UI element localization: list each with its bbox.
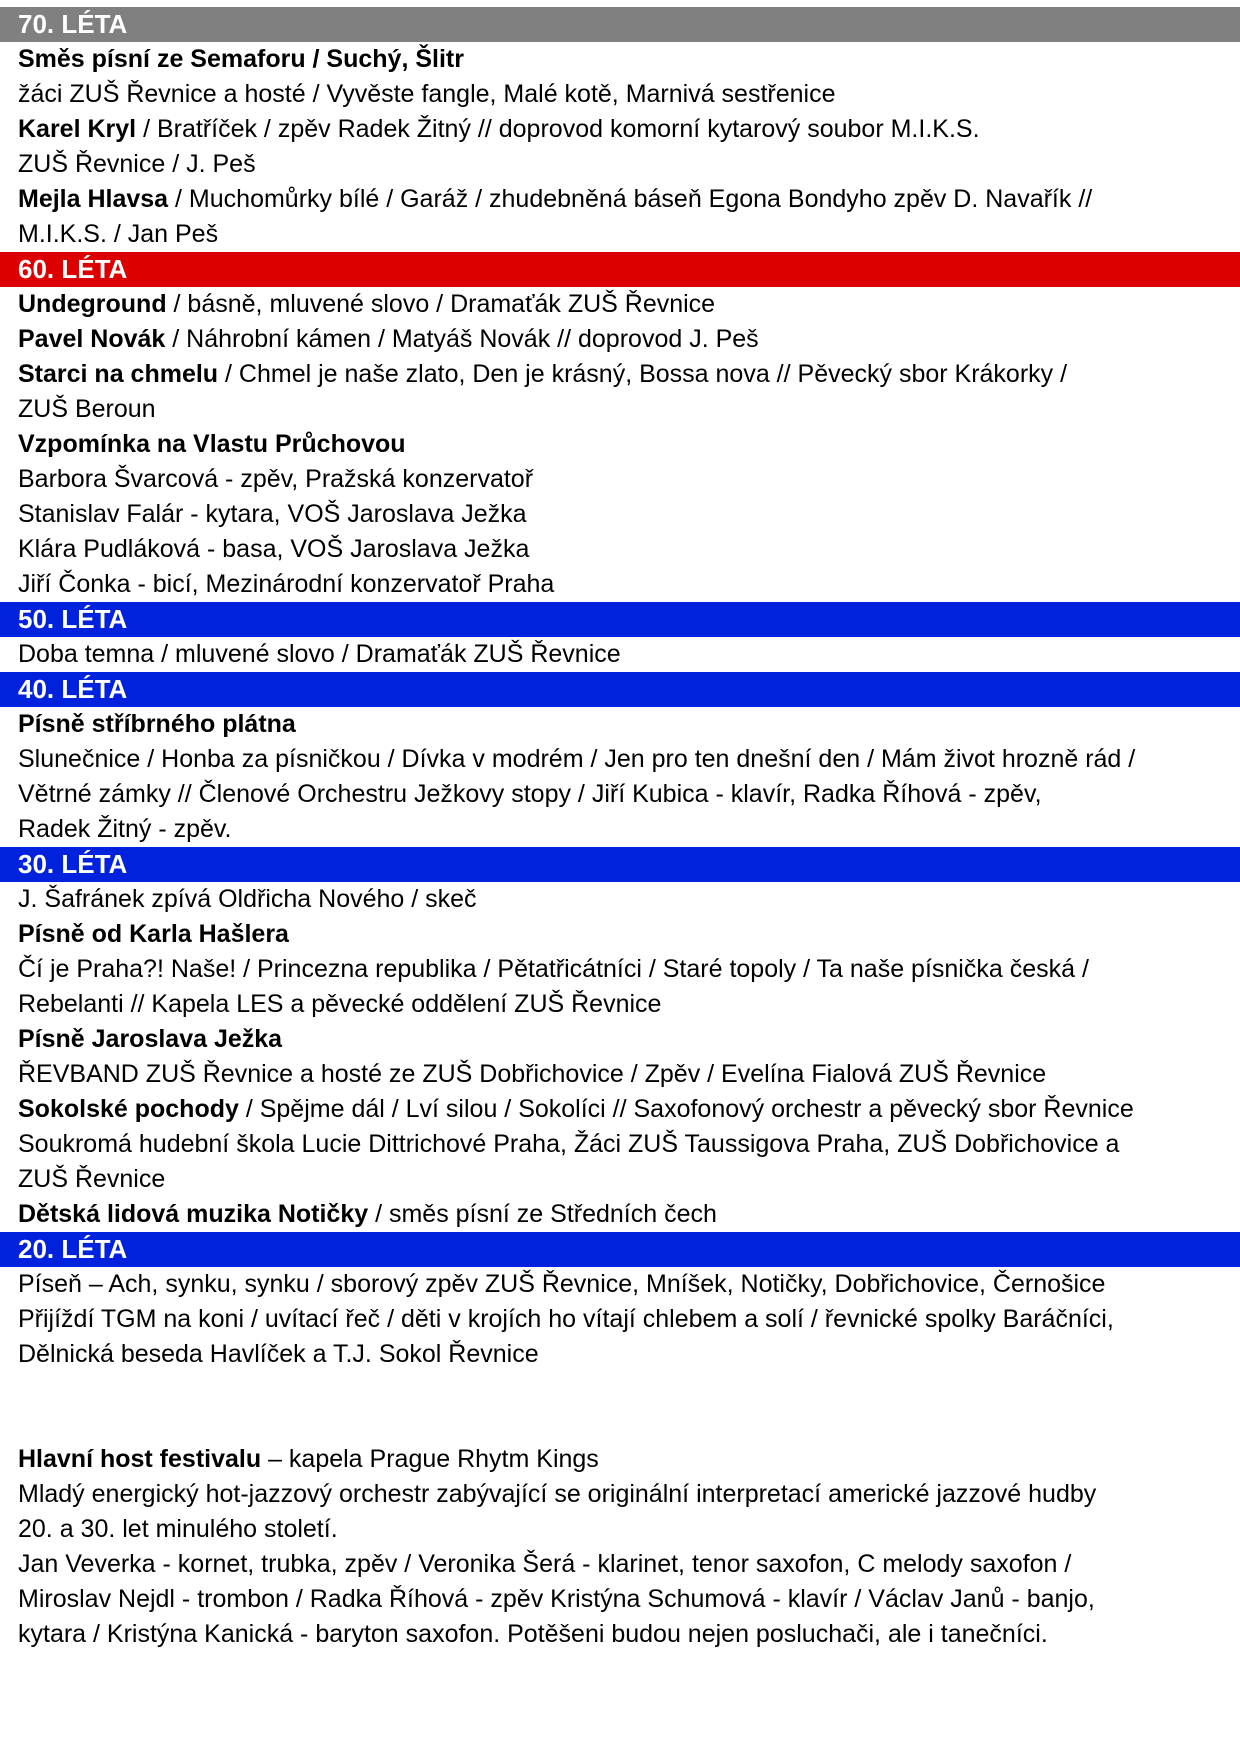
programme-line (0, 1442, 1240, 1477)
item-text: / směs písní ze Středních čech (368, 1200, 717, 1228)
item-text: Větrné zámky // Členové Orchestru Ježkovy stopy / Jiří Kubica - klavír, Radka Říhová - zpěv, (18, 780, 1042, 808)
programme-page (0, 7, 1240, 1652)
programme-line (0, 462, 1240, 497)
programme-line (0, 217, 1240, 252)
item-text: Miroslav Nejdl - trombon / Radka Říhová - zpěv Kristýna Schumová - klavír / Václav Janů - banjo, (18, 1585, 1095, 1613)
programme-line (0, 1092, 1240, 1127)
item-text: / Náhrobní kámen / Matyáš Novák // doprovod J. Peš (165, 325, 759, 353)
programme-line (0, 1267, 1240, 1302)
spacer (0, 1372, 1240, 1442)
item-text: Dělnická beseda Havlíček a T.J. Sokol Řevnice (18, 1340, 539, 1368)
programme-line (0, 147, 1240, 182)
programme-line (0, 777, 1240, 812)
programme-line (0, 567, 1240, 602)
item-text: Rebelanti // Kapela LES a pěvecké oddělení ZUŠ Řevnice (18, 990, 662, 1018)
section-heading-50-leta: 50. LÉTA (0, 602, 1240, 637)
programme-line (0, 917, 1240, 952)
item-text: 20. a 30. let minulého století. (18, 1515, 338, 1543)
item-text: Mladý energický hot-jazzový orchestr zabývající se originální interpretací americké jazzové hudby (18, 1480, 1097, 1508)
item-text: ZUŠ Řevnice (18, 1165, 166, 1193)
item-title: Sokolské pochody (18, 1095, 239, 1123)
section-body (0, 707, 1240, 847)
programme-line (0, 1057, 1240, 1092)
item-text: Jiří Čonka - bicí, Mezinárodní konzervatoř Praha (18, 570, 555, 598)
programme-line (0, 1582, 1240, 1617)
item-title: Pavel Novák (18, 325, 166, 353)
item-text: ŘEVBAND ZUŠ Řevnice a hosté ze ZUŠ Dobřichovice / Zpěv / Evelína Fialová ZUŠ Řevnice (18, 1060, 1047, 1088)
programme-line (0, 707, 1240, 742)
item-title: Dětská lidová muzika Notičky (18, 1200, 369, 1228)
programme-line (0, 987, 1240, 1022)
item-text: / básně, mluvené slovo / Dramaťák ZUŠ Řevnice (166, 290, 716, 318)
item-title: Hlavní host festivalu (18, 1445, 262, 1473)
item-title: Vzpomínka na Vlastu Průchovou (18, 430, 406, 458)
section-heading-60-leta: 60. LÉTA (0, 252, 1240, 287)
programme-line (0, 497, 1240, 532)
item-text: Doba temna / mluvené slovo / Dramaťák ZUŠ Řevnice (18, 640, 621, 668)
programme-line (0, 1337, 1240, 1372)
programme-line (0, 1477, 1240, 1512)
item-text: Klára Pudláková - basa, VOŠ Jaroslava Ježka (18, 535, 530, 563)
programme-line (0, 1162, 1240, 1197)
item-text: M.I.K.S. / Jan Peš (18, 220, 219, 248)
item-title: Směs písní ze Semaforu / Suchý, Šlitr (18, 45, 464, 73)
section-heading-20-leta: 20. LÉTA (0, 1232, 1240, 1267)
item-title: Písně od Karla Hašlera (18, 920, 289, 948)
programme-line (0, 1127, 1240, 1162)
programme-line (0, 532, 1240, 567)
item-text: Radek Žitný - zpěv. (18, 815, 232, 843)
programme-line (0, 1302, 1240, 1337)
section-body (0, 287, 1240, 602)
item-text: ZUŠ Řevnice / J. Peš (18, 150, 256, 178)
item-title: Undeground (18, 290, 167, 318)
item-title: Karel Kryl (18, 115, 137, 143)
programme-line (0, 812, 1240, 847)
item-text: Čí je Praha?! Naše! / Princezna republika / Pětatřicátníci / Staré topoly / Ta naše písnička česká / (18, 955, 1089, 983)
item-title: Starci na chmelu (18, 360, 219, 388)
section-heading-40-leta: 40. LÉTA (0, 672, 1240, 707)
main-guest-block (0, 1442, 1240, 1652)
item-text: / Spějme dál / Lví silou / Sokolíci // Saxofonový orchestr a pěvecký sbor Řevnice (238, 1095, 1134, 1123)
programme-line (0, 1197, 1240, 1232)
section-body (0, 637, 1240, 672)
section-body (0, 42, 1240, 252)
item-text: Jan Veverka - kornet, trubka, zpěv / Veronika Šerá - klarinet, tenor saxofon, C melody saxofon / (18, 1550, 1072, 1578)
item-text: Slunečnice / Honba za písničkou / Dívka v modrém / Jen pro ten dnešní den / Mám život hrozně rád / (18, 745, 1136, 773)
item-text: kytara / Kristýna Kanická - baryton saxofon. Potěšeni budou nejen posluchači, ale i tanečníci. (18, 1620, 1048, 1648)
item-text: žáci ZUŠ Řevnice a hosté / Vyvěste fangle, Malé kotě, Marnivá sestřenice (18, 80, 836, 108)
programme-line (0, 1617, 1240, 1652)
programme-line (0, 427, 1240, 462)
item-text: Soukromá hudební škola Lucie Dittrichové Praha, Žáci ZUŠ Taussigova Praha, ZUŠ Dobřichovice a (18, 1130, 1120, 1158)
item-text: – kapela Prague Rhytm Kings (261, 1445, 599, 1473)
programme-line (0, 287, 1240, 322)
programme-line (0, 1022, 1240, 1057)
programme-line (0, 882, 1240, 917)
programme-line (0, 1547, 1240, 1582)
programme-line (0, 112, 1240, 147)
item-text: / Muchomůrky bílé / Garáž / zhudebněná báseň Egona Bondyho zpěv D. Navařík // (168, 185, 1093, 213)
item-text: J. Šafránek zpívá Oldřicha Nového / skeč (18, 885, 477, 913)
programme-line (0, 42, 1240, 77)
item-text: Přijíždí TGM na koni / uvítací řeč / děti v krojích ho vítají chlebem a solí / řevnické spolky Baráčníci, (18, 1305, 1114, 1333)
section-heading-30-leta: 30. LÉTA (0, 847, 1240, 882)
programme-line (0, 182, 1240, 217)
section-body (0, 882, 1240, 1232)
programme-line (0, 637, 1240, 672)
programme-line (0, 322, 1240, 357)
item-text: / Chmel je naše zlato, Den je krásný, Bossa nova // Pěvecký sbor Krákorky / (218, 360, 1068, 388)
programme-line (0, 357, 1240, 392)
item-text: Barbora Švarcová - zpěv, Pražská konzervatoř (18, 465, 534, 493)
section-heading-70-leta: 70. LÉTA (0, 7, 1240, 42)
item-title: Písně stříbrného plátna (18, 710, 296, 738)
programme-line (0, 77, 1240, 112)
programme-line (0, 742, 1240, 777)
item-text: Píseň – Ach, synku, synku / sborový zpěv ZUŠ Řevnice, Mníšek, Notičky, Dobřichovice, Černošice (18, 1270, 1106, 1298)
item-text: Stanislav Falár - kytara, VOŠ Jaroslava Ježka (18, 500, 527, 528)
item-text: / Bratříček / zpěv Radek Žitný // doprovod komorní kytarový soubor M.I.K.S. (136, 115, 980, 143)
item-title: Mejla Hlavsa (18, 185, 169, 213)
item-title: Písně Jaroslava Ježka (18, 1025, 283, 1053)
programme-line (0, 392, 1240, 427)
programme-line (0, 952, 1240, 987)
section-body (0, 1267, 1240, 1372)
item-text: ZUŠ Beroun (18, 395, 156, 423)
programme-line (0, 1512, 1240, 1547)
